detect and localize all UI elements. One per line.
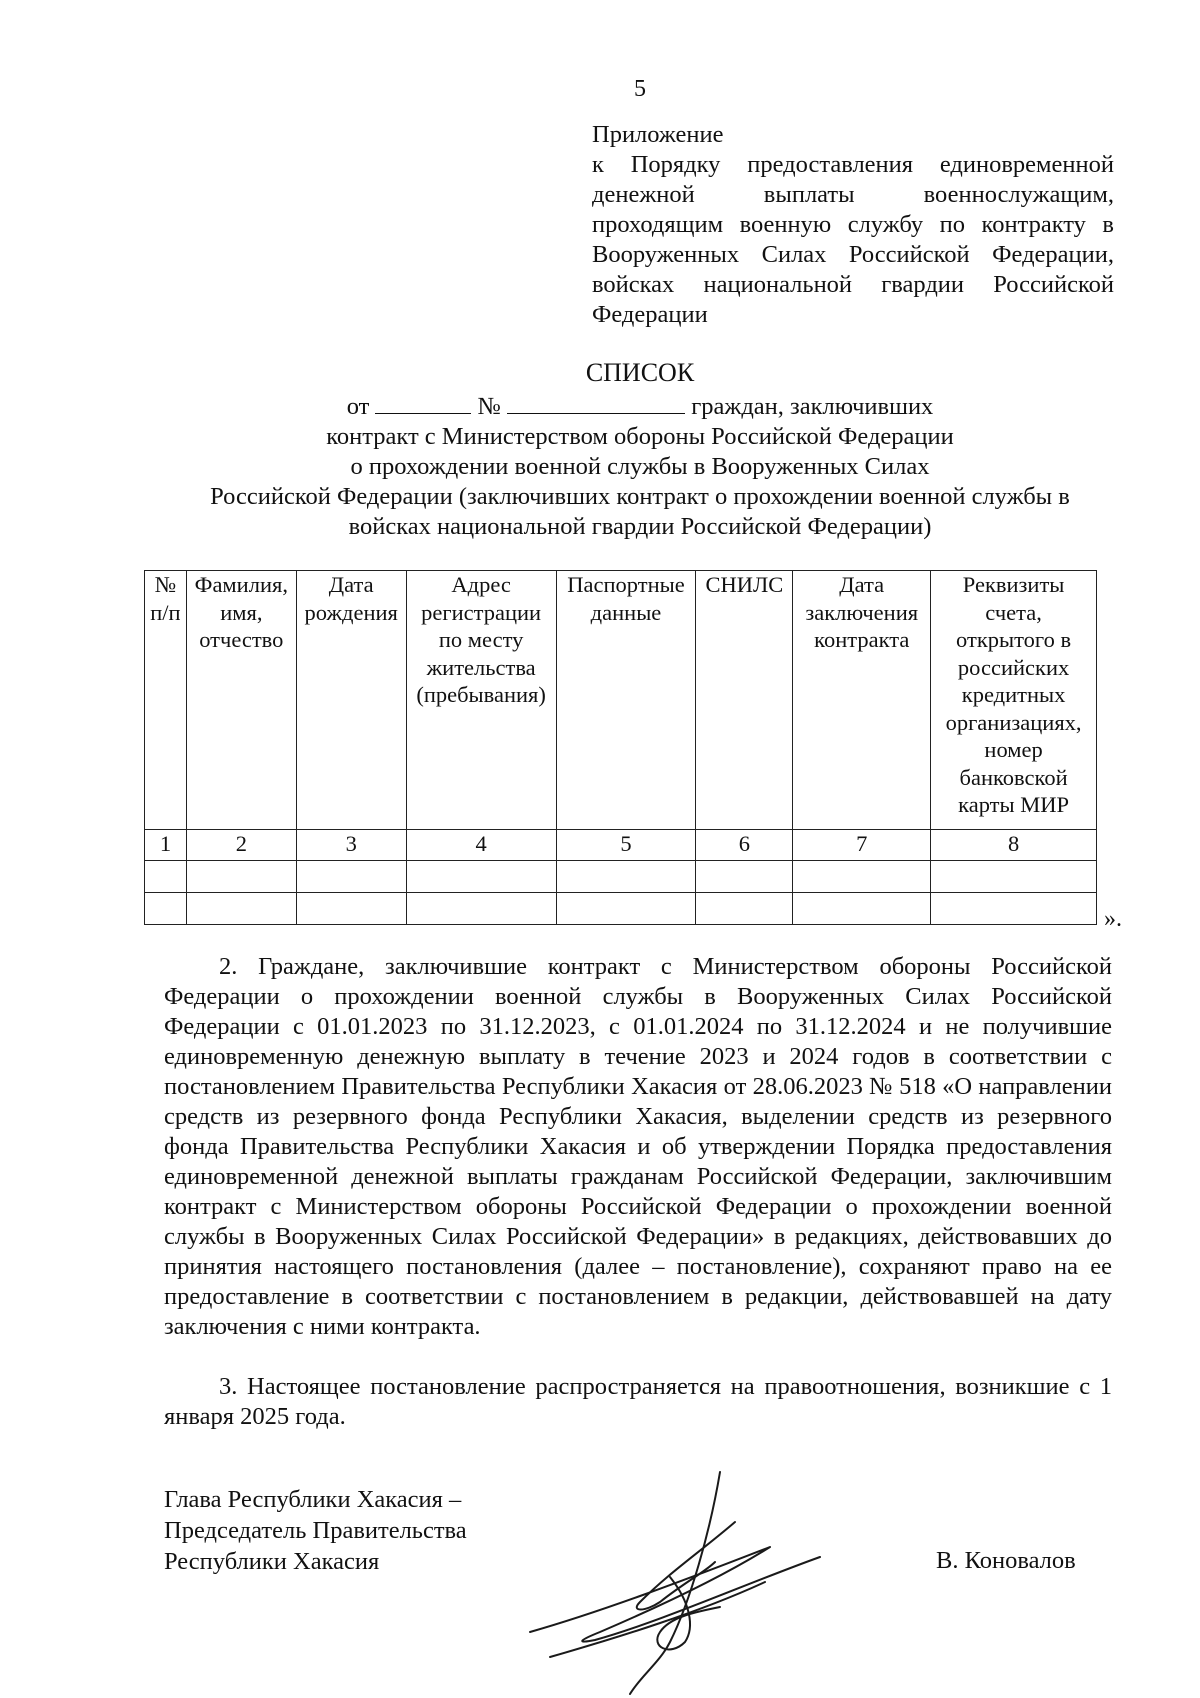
list-line-4: Российской Федерации (заключивших контракт о прохождении военной службы в [210,483,1070,510]
table-cell [556,893,696,925]
table-header-cell: Фамилия, имя, отчество [186,571,296,830]
list-line-1-tail: граждан, заключивших [691,393,934,420]
signer-line-3: Республики Хакасия [164,1548,380,1575]
table-cell [793,893,931,925]
date-blank [375,393,471,414]
table-header-cell: Паспортные данные [556,571,696,830]
page-number: 5 [634,76,646,102]
table-number-row [145,830,1097,861]
table-header-cell: Адрес регистрации по месту жительства (пребывания) [406,571,556,830]
table-cell [931,861,1097,893]
list-line-3: о прохождении военной службы в Вооруженных Силах [350,453,930,480]
table-header-cell: Реквизиты счета, открытого в российских кредитных организациях, номер банковской карты МИР [931,571,1097,830]
signer-title [164,1484,467,1577]
table-header-cell: № п/п [145,571,187,830]
table-row [145,893,1097,925]
from-label: от [346,393,370,420]
list-line-2: контракт с Министерством обороны Российской Федерации [326,423,954,450]
appendix-title: Приложение [592,121,724,148]
column-number: 2 [186,830,296,861]
table-cell [186,893,296,925]
list-heading: СПИСОК [585,358,695,387]
column-number: 8 [931,830,1097,861]
column-number: 6 [696,830,793,861]
table-header-row [145,571,1097,830]
signature-stroke [530,1547,820,1642]
table-header-cell: Дата заключения контракта [793,571,931,830]
appendix-block [592,120,1114,330]
column-number: 7 [793,830,931,861]
table-cell [696,893,793,925]
appendix-text: к Порядку предоставления единовременной денежной выплаты военнослужащим, проходящим военную службу по контракту в Вооруженных Силах Российской Федерации, войсках национальной гвардии Российской Федерации [592,151,1114,328]
paragraph-3-text: 3. Настоящее постановление распространяется на правоотношения, возникшие с 1 января 2025 года. [164,1373,1112,1430]
list-line-5: войсках национальной гвардии Российской Федерации) [348,513,932,540]
column-number: 4 [406,830,556,861]
table-cell [296,893,406,925]
number-blank [507,393,685,414]
table-row [145,861,1097,893]
paragraph-2 [164,952,1112,1342]
table-cell [145,893,187,925]
table-cell [406,893,556,925]
paragraph-2-text: 2. Граждане, заключившие контракт с Министерством обороны Российской Федерации о прохождении военной службы в Вооруженных Силах Российской Федерации с 01.01.2023 по 31.12.2023, с 01.01.2024 по 31.12.2024 и не получившие единовременную денежную выплату в течение 2023 и 2024 годов в соответствии с постановлением Правительства Республики Хакасия от 28.06.2023 № 518 «О направлении средств из резервного фонда Республики Хакасия, выделении средств из резервного фонда Правительства Республики Хакасия и об утверждении Порядка предоставления единовременной денежной выплаты гражданам Российской Федерации, заключившим контракт с Министерством обороны Российской Федерации о прохождении военной службы в Вооруженных Силах Российской Федерации» в редакциях, действовавших до принятия настоящего постановления (далее – постановление), сохраняют право на ее предоставление в соответствии с постановлением в редакции, действовавшей на дату заключения с ними контракта. [164,953,1112,1340]
column-number: 5 [556,830,696,861]
table-header-cell: СНИЛС [696,571,793,830]
paragraph-3 [164,1372,1112,1432]
closing-quote-mark: ». [1104,906,1122,932]
signer-line-1: Глава Республики Хакасия – [164,1486,462,1513]
table-cell [186,861,296,893]
table-header-cell: Дата рождения [296,571,406,830]
citizens-table [144,570,1097,925]
number-label: № [477,393,501,420]
table-cell [406,861,556,893]
signer-name: В. Коновалов [936,1547,1076,1574]
signer-line-2: Председатель Правительства [164,1517,467,1544]
table-cell [296,861,406,893]
column-number: 3 [296,830,406,861]
table-cell [556,861,696,893]
table-cell [793,861,931,893]
table-cell [696,861,793,893]
table-cell [145,861,187,893]
handwritten-signature [520,1462,840,1698]
column-number: 1 [145,830,187,861]
table-cell [931,893,1097,925]
list-line-1 [0,392,1200,422]
